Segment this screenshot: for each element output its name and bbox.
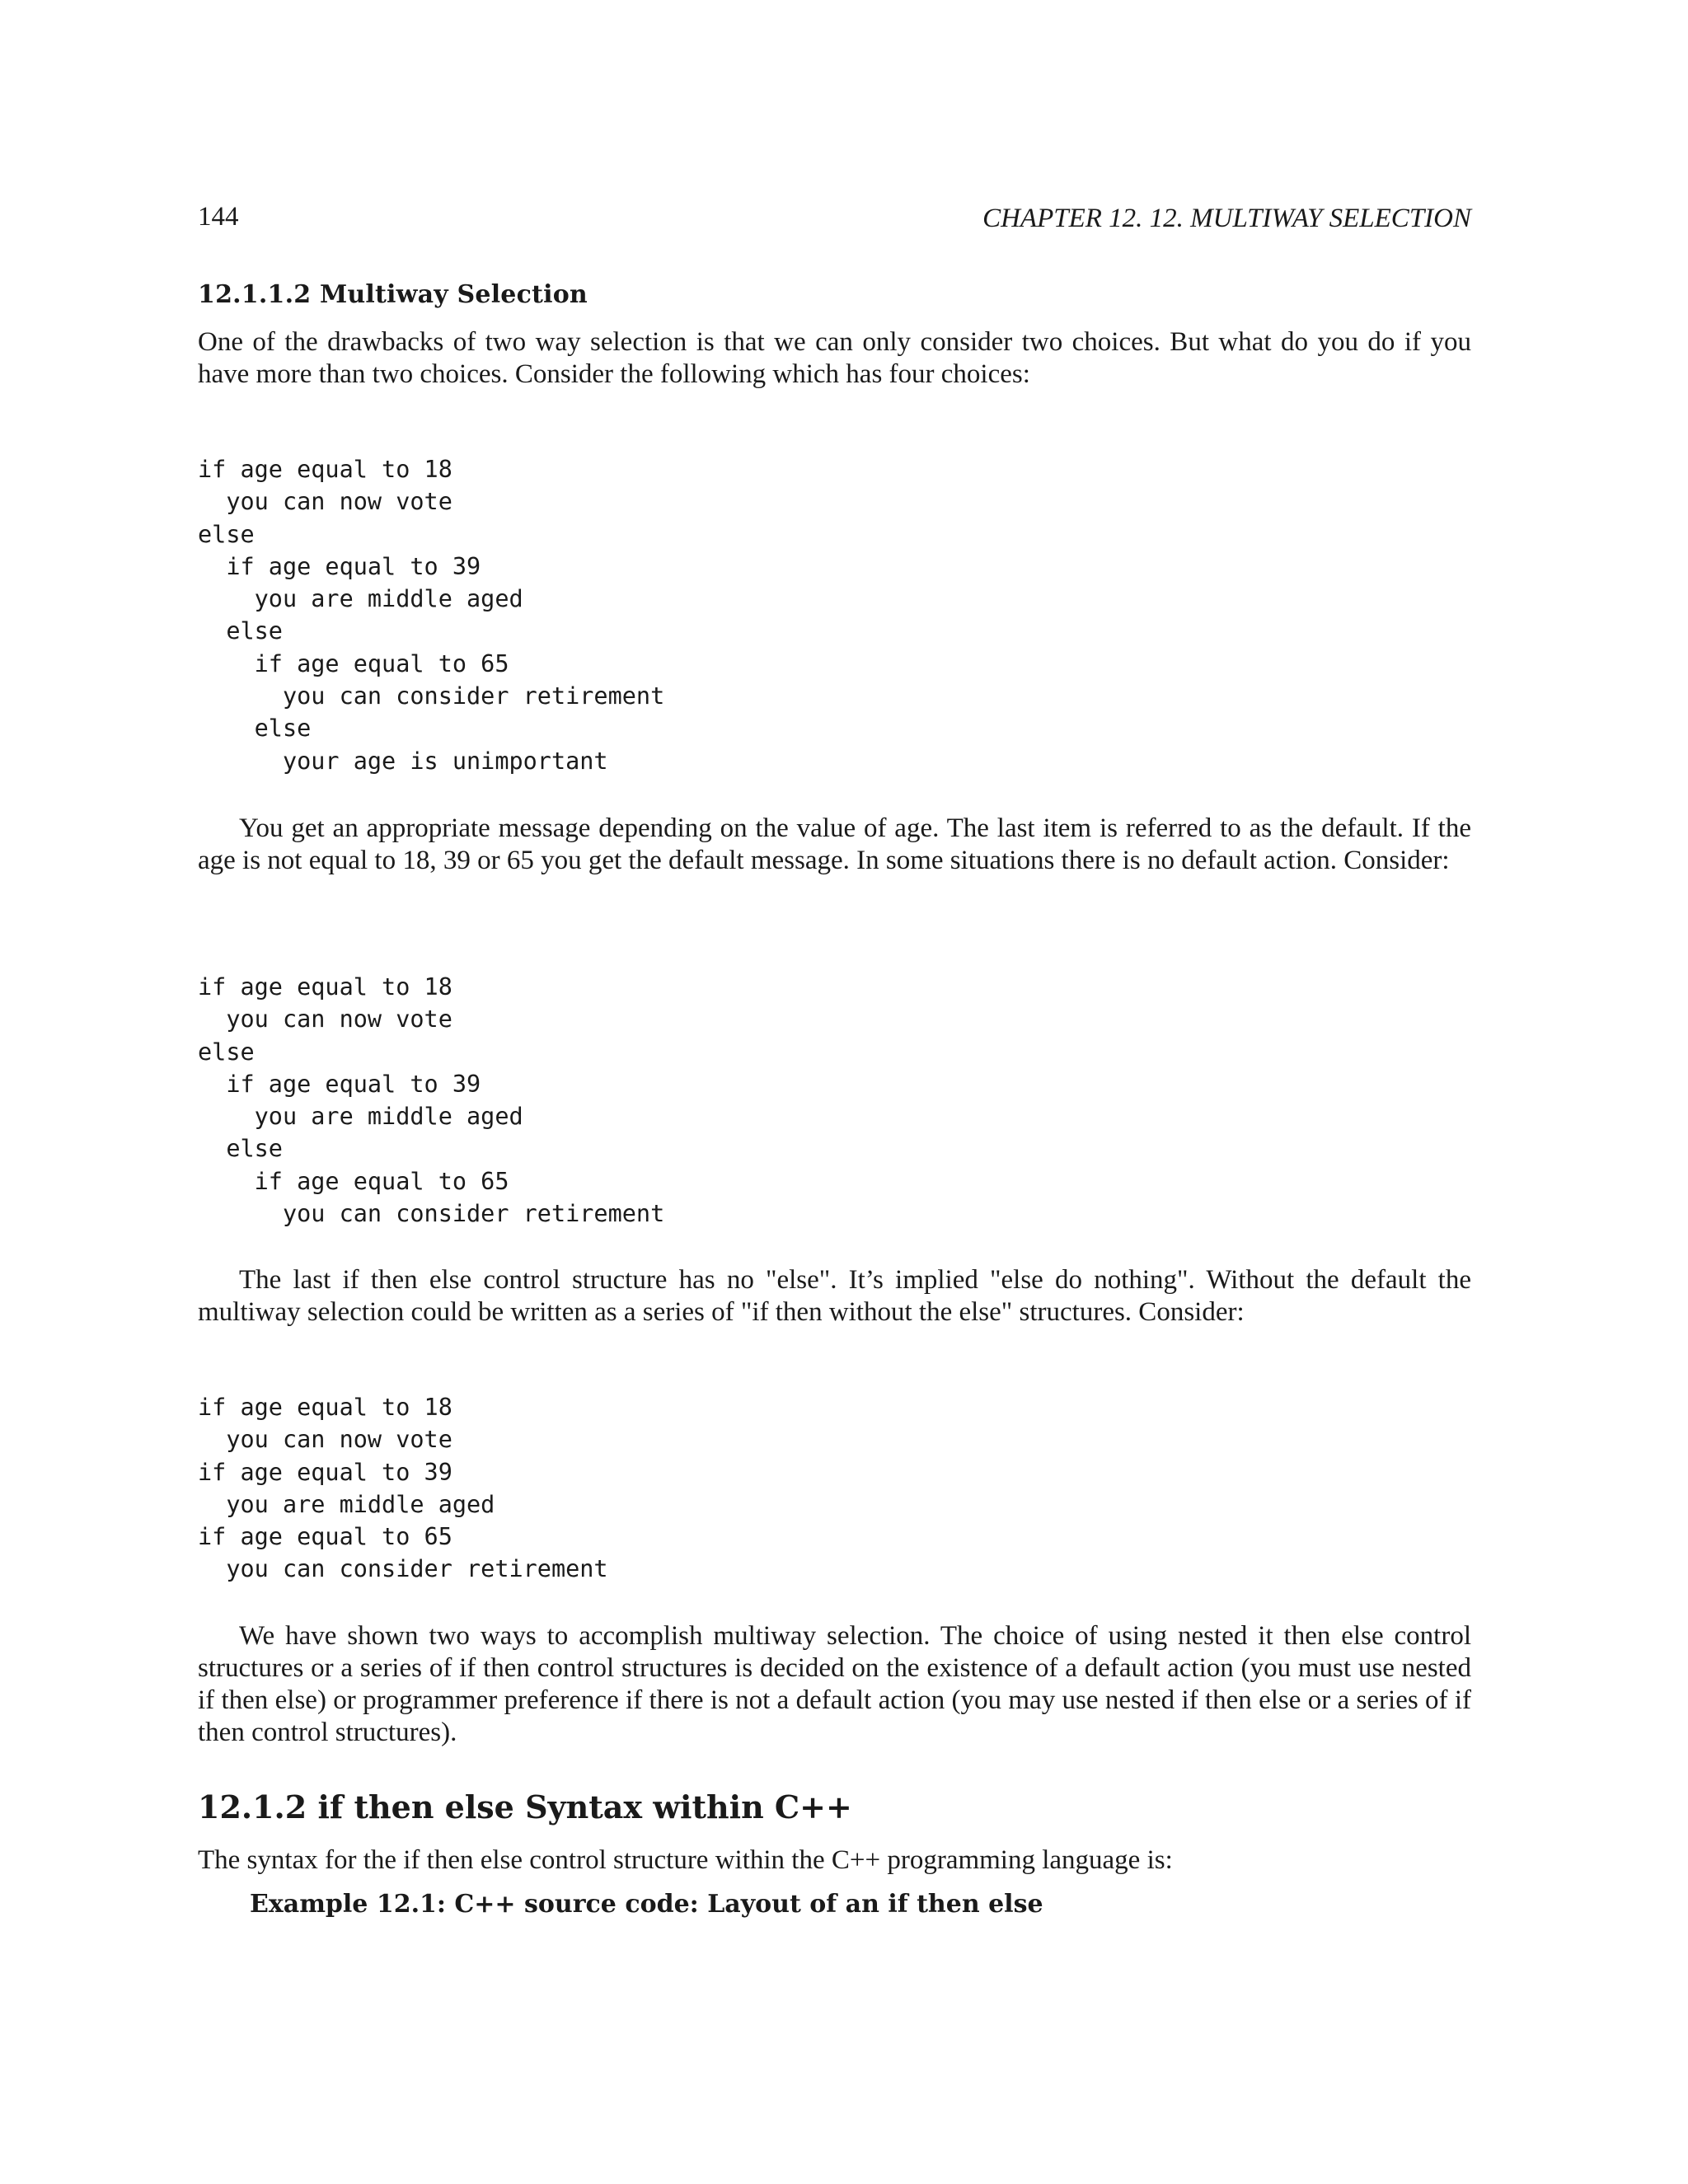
running-chapter-title: CHAPTER 12. 12. MULTIWAY SELECTION [982,204,1471,233]
section-heading-cpp-syntax: 12.1.2 if then else Syntax within C++ [198,1788,852,1825]
paragraph-default-explanation: You get an appropriate message depending on the value of age. The last item is referred to as the default. If the age is not equal to 18, 39 or 65 you get the default message. In some situations there is no default action. Consider: [198,813,1471,875]
page-header [198,202,1471,243]
paragraph-two-ways-summary: We have shown two ways to accomplish multiway selection. The choice of using nested it then else control structures or a series of if then control structures is decided on the existence of a default action (you must use nested if then else) or programmer preference if there is not a default action (you may use nested if then else or a series of if then control structures). [198,1621,1471,1747]
syntax-intro-paragraph: The syntax for the if then else control structure within the C++ programming language is: [198,1845,1173,1875]
example-caption: Example 12.1: C++ source code: Layout of an if then else [250,1890,1043,1919]
page-number: 144 [198,202,239,232]
code-block-nested-without-default: if age equal to 18 you can now vote else if age equal to 39 you are middle aged else if age equal to 65 you can consider retirement [198,973,665,1228]
code-block-nested-with-default: if age equal to 18 you can now vote else if age equal to 39 you are middle aged else if age equal to 65 you can consider retirement else your age is unimportant [198,456,665,775]
code-block-series-of-if-then: if age equal to 18 you can now vote if age equal to 39 you are middle aged if age equal to 65 you can consider retirement [198,1394,608,1583]
paragraph-implied-else: The last if then else control structure has no "else". It’s implied "else do nothing". Without the default the multiway selection could be written as a series of "if then without the else" structures. Consider: [198,1265,1471,1327]
section-heading-multiway-selection: 12.1.1.2 Multiway Selection [198,280,588,309]
intro-paragraph: One of the drawbacks of two way selection is that we can only consider two choices. But what do you do if you have more than two choices. Consider the following which has four choices: [198,327,1471,389]
